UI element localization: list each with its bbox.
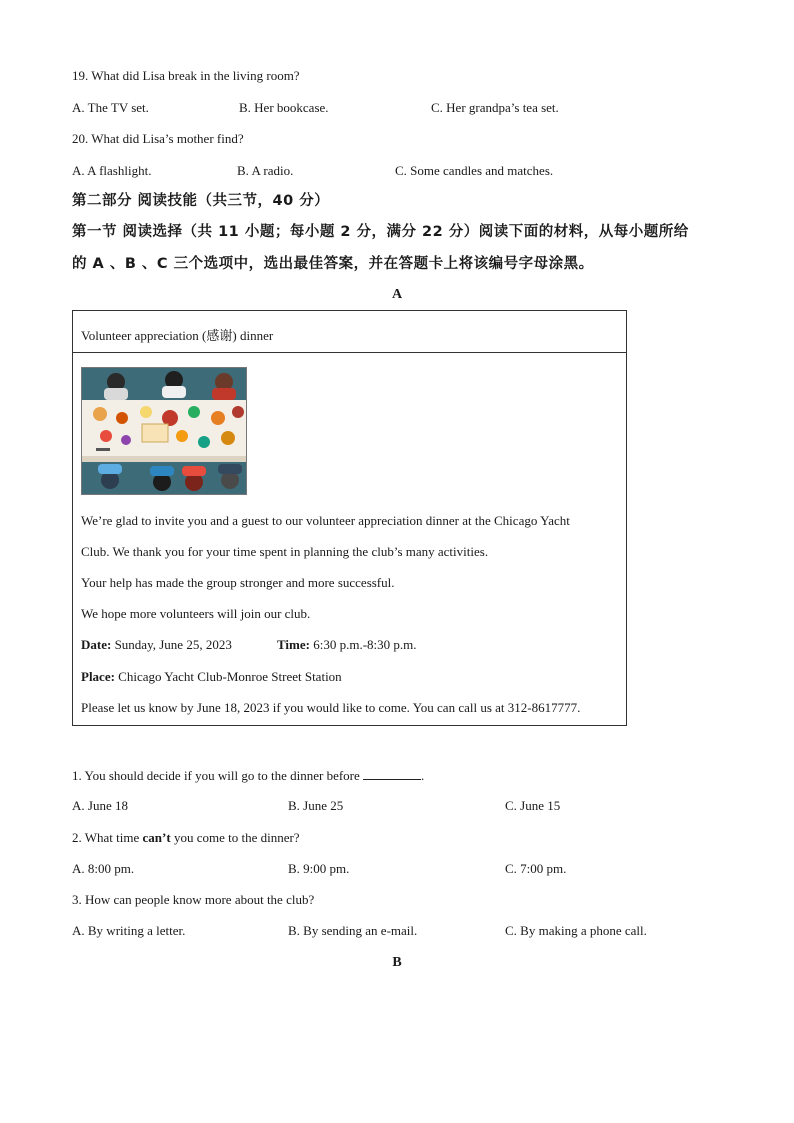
passage-b-letter: B [392, 955, 402, 970]
passage-a-title: Volunteer appreciation (感谢) dinner [81, 328, 274, 343]
passage-a-box [72, 310, 627, 726]
option-c[interactable]: C. Her grandpa’s tea set. [431, 100, 559, 115]
question-19: 19. What did Lisa break in the living room? [72, 68, 300, 83]
question-1 [72, 767, 424, 784]
option-c[interactable]: C. By making a phone call. [505, 923, 647, 938]
time-label: Time: [277, 637, 310, 652]
option-a[interactable]: A. 8:00 pm. [72, 861, 135, 876]
option-c[interactable]: C. June 15 [505, 798, 561, 813]
passage-a-p2: Your help has made the group stronger and more successful. [81, 575, 395, 590]
question-3: 3. How can people know more about the club? [72, 892, 315, 907]
date-value: Sunday, June 25, 2023 [114, 637, 232, 652]
option-a[interactable]: A. The TV set. [72, 100, 149, 115]
option-a[interactable]: A. By writing a letter. [72, 923, 186, 938]
question-20: 20. What did Lisa’s mother find? [72, 131, 244, 146]
option-b[interactable]: B. June 25 [288, 798, 344, 813]
option-b[interactable]: B. 9:00 pm. [288, 861, 350, 876]
option-a[interactable]: A. June 18 [72, 798, 128, 813]
section-instruction-line2: 的 A 、B 、C 三个选项中，选出最佳答案，并在答题卡上将该编号字母涂黑。 [72, 256, 594, 272]
date-label: Date: [81, 637, 112, 652]
option-c[interactable]: C. Some candles and matches. [395, 163, 554, 178]
dinner-illustration [81, 367, 247, 495]
question-2-pre: 2. What time [72, 830, 143, 845]
passage-a-header [73, 311, 626, 353]
event-place [81, 669, 342, 685]
section-title: 第二部分 阅读技能（共三节，40 分） [72, 193, 330, 209]
option-b[interactable]: B. A radio. [237, 163, 294, 178]
event-date [81, 637, 232, 653]
passage-a-p1-line2: Club. We thank you for your time spent in planning the club’s many activities. [81, 544, 489, 559]
question-2-post: you come to the dinner? [170, 830, 300, 845]
question-1-end: . [421, 768, 425, 783]
option-b[interactable]: B. By sending an e-mail. [288, 923, 418, 938]
option-c[interactable]: C. 7:00 pm. [505, 861, 567, 876]
place-label: Place: [81, 669, 115, 684]
dinner-table-image [82, 368, 247, 495]
passage-a-p1-line1: We’re glad to invite you and a guest to our volunteer appreciation dinner at the Chicago Yacht [81, 513, 570, 528]
passage-a-closing: Please let us know by June 18, 2023 if you would like to come. You can call us at 312-8617777. [81, 700, 581, 715]
option-b[interactable]: B. Her bookcase. [239, 100, 329, 115]
question-2 [72, 830, 300, 846]
passage-a-letter: A [391, 287, 403, 302]
answer-blank [363, 767, 421, 780]
option-a[interactable]: A. A flashlight. [72, 163, 152, 178]
section-instruction-line1: 第一节 阅读选择（共 11 小题；每小题 2 分，满分 22 分）阅读下面的材料，从每小题所给 [72, 224, 689, 240]
event-time [277, 637, 417, 653]
question-1-text: 1. You should decide if you will go to the dinner before [72, 768, 360, 783]
time-value: 6:30 p.m.-8:30 p.m. [313, 637, 417, 652]
question-2-bold: can’t [142, 830, 171, 845]
passage-a-p3: We hope more volunteers will join our club. [81, 606, 311, 621]
place-value: Chicago Yacht Club-Monroe Street Station [118, 669, 342, 684]
